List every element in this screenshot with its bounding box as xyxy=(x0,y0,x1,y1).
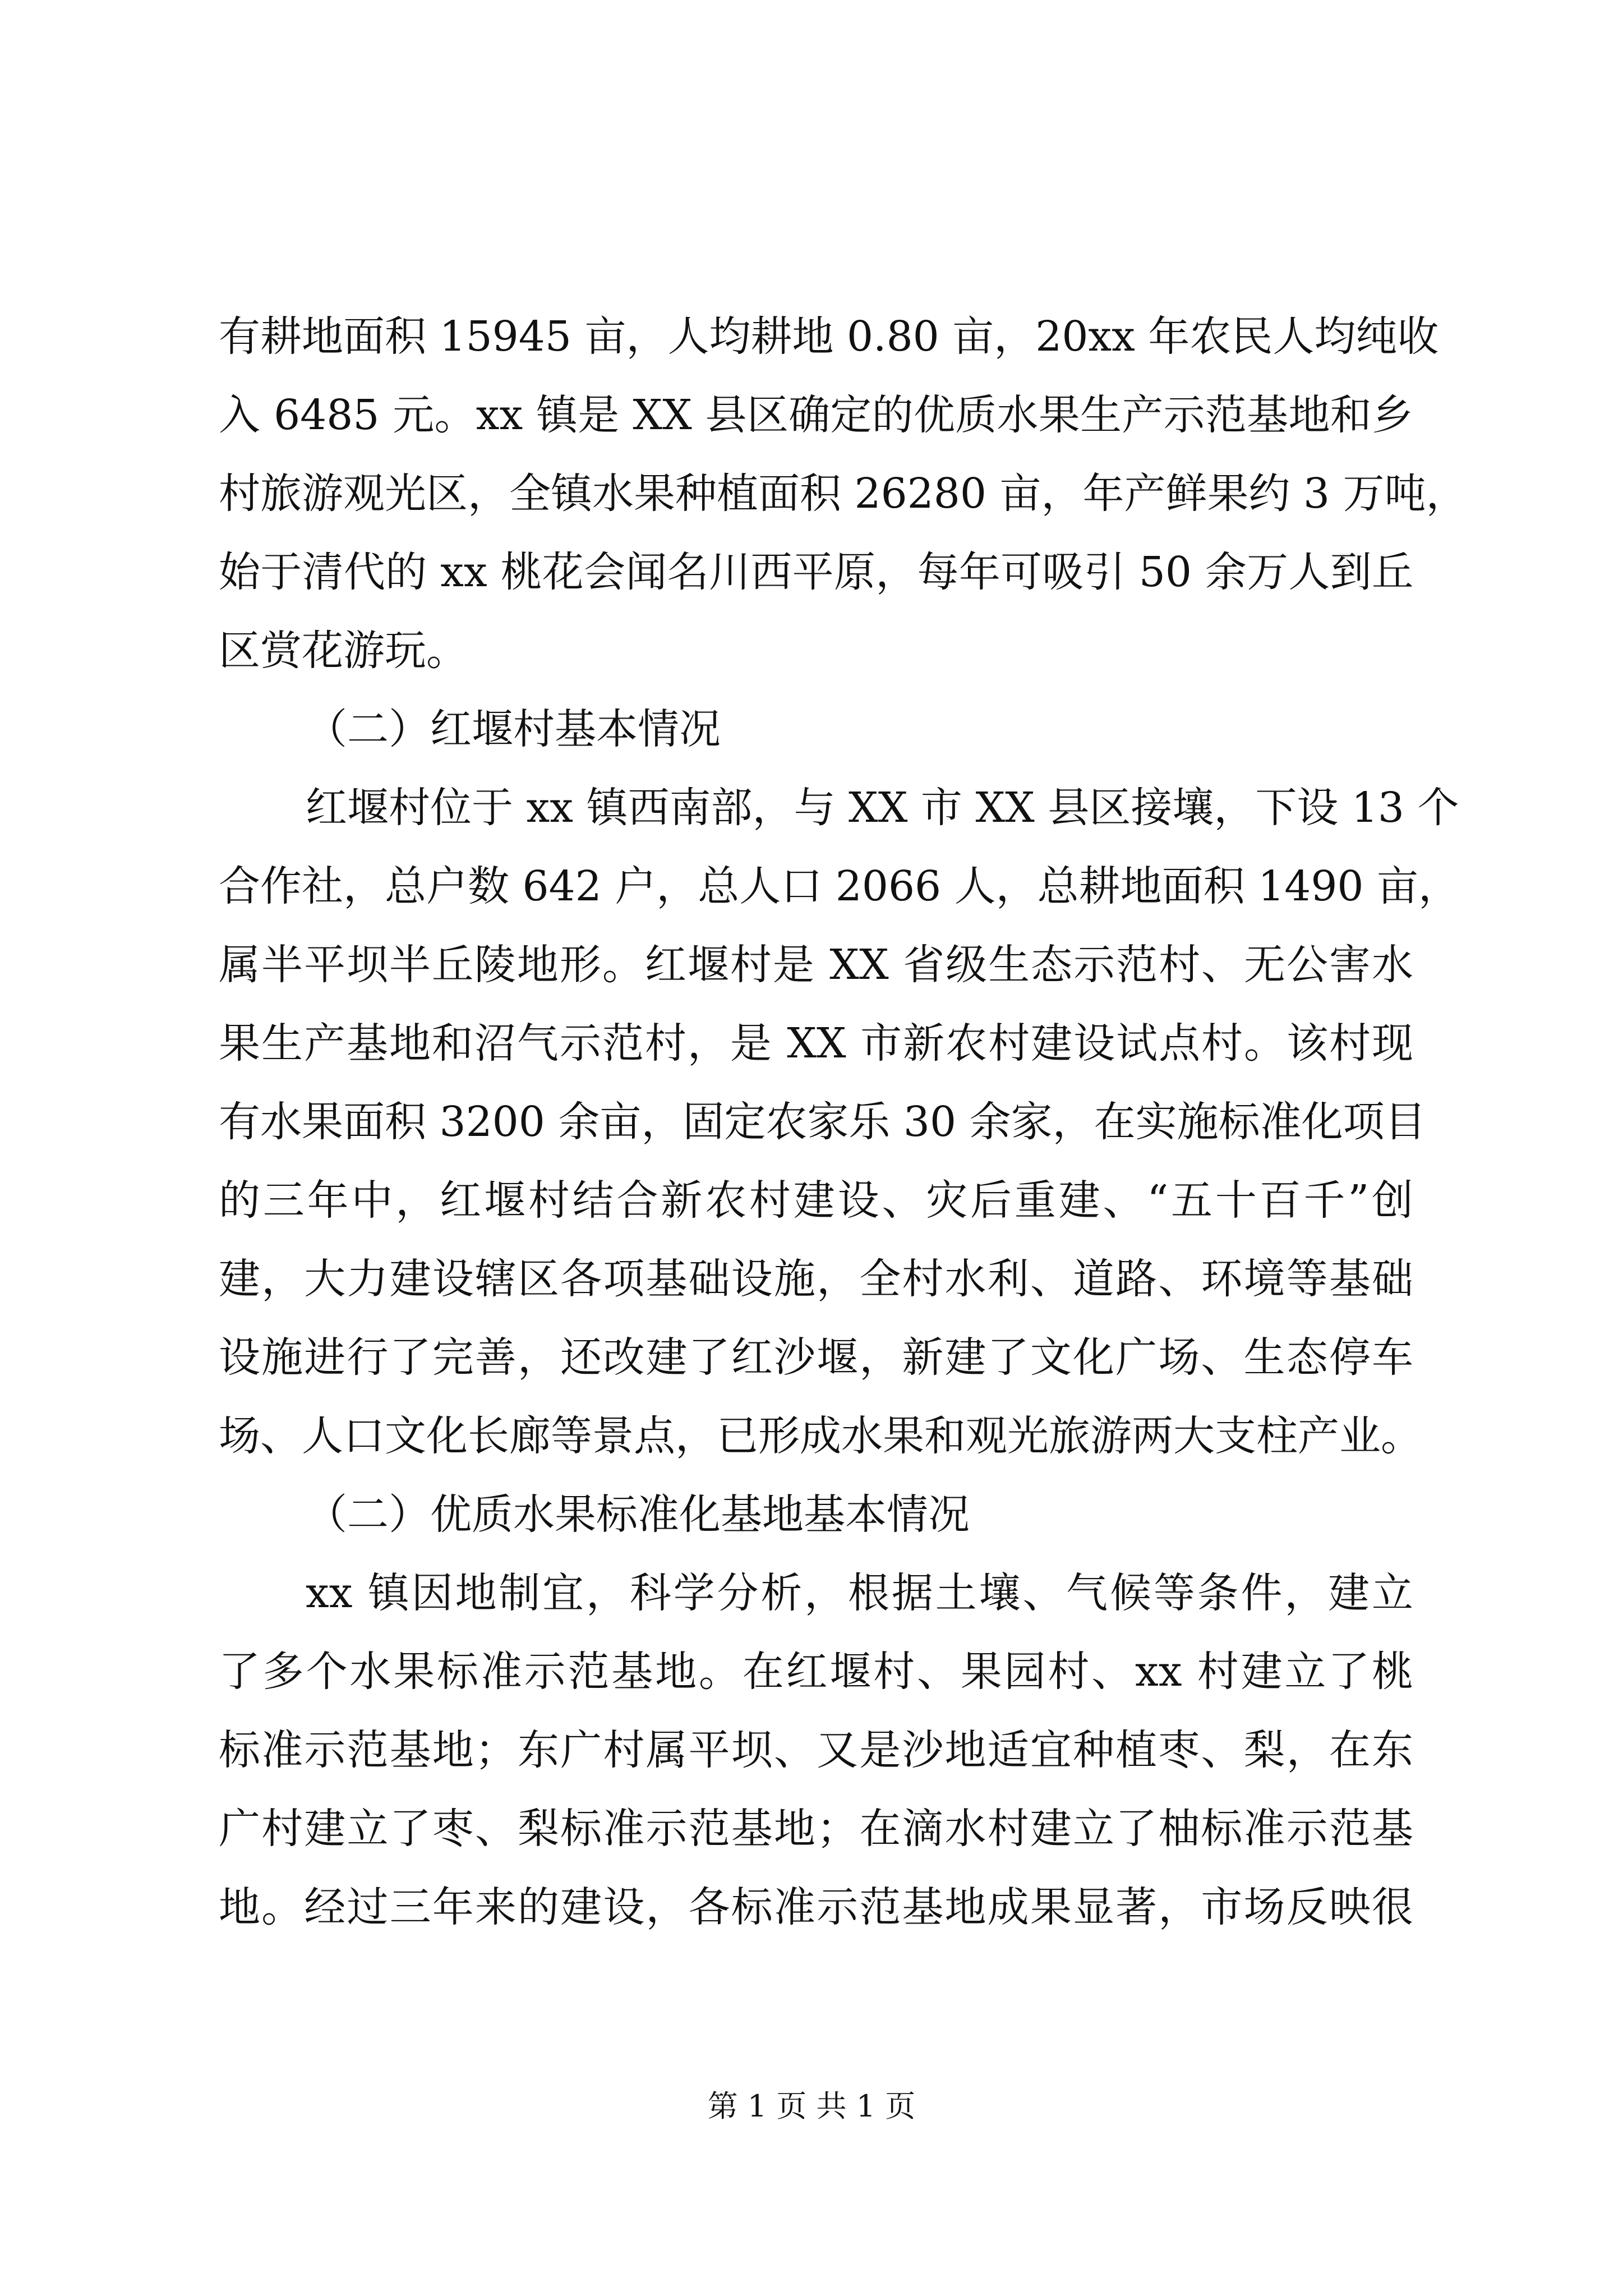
paragraph-1-line-1: 有耕地面积 15945 亩，人均耕地 0.80 亩，20xx 年农民人均纯收 xyxy=(219,312,1439,361)
paragraph-2-line-8: 设施进行了完善，还改建了红沙堰，新建了文化广场、生态停车 xyxy=(219,1333,1413,1382)
paragraph-3-line-1: xx 镇因地制宜，科学分析，根据土壤、气候等条件，建立 xyxy=(306,1569,1413,1617)
paragraph-1-line-4: 始于清代的 xx 桃花会闻名川西平原，每年可吸引 50 余万人到丘 xyxy=(219,548,1413,596)
paragraph-3-line-4: 广村建立了枣、梨标准示范基地；在滴水村建立了柚标准示范基 xyxy=(219,1805,1413,1853)
paragraph-3-line-3: 标准示范基地；东广村属平坝、又是沙地适宜种植枣、梨，在东 xyxy=(219,1726,1413,1774)
paragraph-2-line-3: 属半平坝半丘陵地形。红堰村是 XX 省级生态示范村、无公害水 xyxy=(219,941,1413,989)
paragraph-1-line-3: 村旅游观光区，全镇水果种植面积 26280 亩，年产鲜果约 3 万吨， xyxy=(219,470,1468,518)
paragraph-2-line-4: 果生产基地和沼气示范村，是 XX 市新农村建设试点村。该村现 xyxy=(219,1019,1413,1068)
paragraph-3-line-2: 了多个水果标准示范基地。在红堰村、果园村、xx 村建立了桃 xyxy=(219,1648,1413,1696)
paragraph-2-line-6: 的三年中，红堰村结合新农村建设、灾后重建、“五十百千”创 xyxy=(219,1176,1413,1225)
page-footer: 第 1 页 共 1 页 xyxy=(707,2088,916,2124)
paragraph-1-line-2: 入 6485 元。xx 镇是 XX 县区确定的优质水果生产示范基地和乡 xyxy=(219,391,1413,439)
paragraph-2-line-9: 场、人口文化长廊等景点，已形成水果和观光旅游两大支柱产业。 xyxy=(219,1412,1422,1460)
paragraph-2-line-7: 建，大力建设辖区各项基础设施，全村水利、道路、环境等基础 xyxy=(219,1255,1413,1303)
section-heading-hongyan-village: （二）红堰村基本情况 xyxy=(306,705,721,753)
paragraph-1-line-5: 区赏花游玩。 xyxy=(219,627,468,675)
paragraph-2-line-1: 红堰村位于 xx 镇西南部，与 XX 市 XX 县区接壤，下设 13 个 xyxy=(306,784,1459,832)
paragraph-2-line-2: 合作社，总户数 642 户，总人口 2066 人，总耕地面积 1490 亩， xyxy=(219,862,1460,910)
paragraph-2-line-5: 有水果面积 3200 余亩，固定农家乐 30 余家，在实施标准化项目 xyxy=(219,1098,1426,1146)
section-heading-fruit-base: （二）优质水果标准化基地基本情况 xyxy=(306,1490,970,1539)
paragraph-3-line-5: 地。经过三年来的建设，各标准示范基地成果显著，市场反映很 xyxy=(219,1883,1413,1931)
